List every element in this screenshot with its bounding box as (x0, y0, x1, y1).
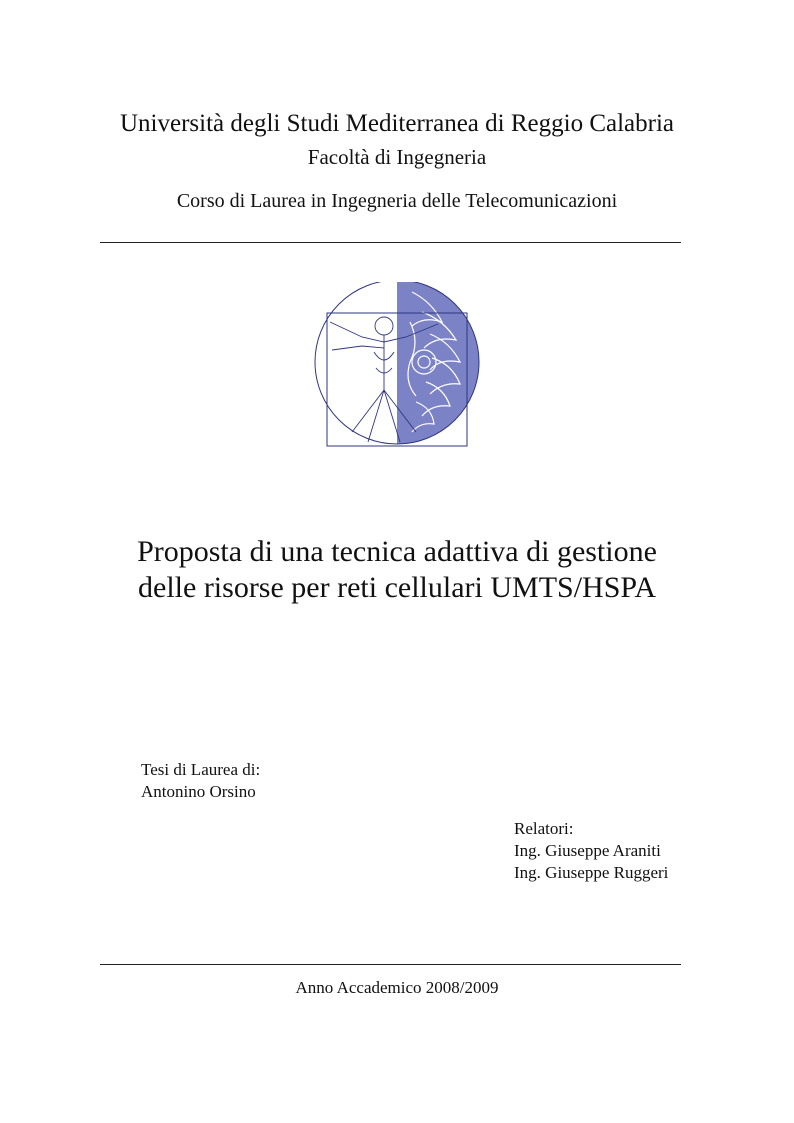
faculty-name: Facoltà di Ingegneria (307, 145, 487, 169)
candidate-label: Tesi di Laurea di: (141, 760, 261, 779)
supervisor-name: Ing. Giuseppe Araniti (514, 841, 661, 860)
thesis-title (0, 534, 794, 606)
candidate-block (141, 759, 260, 803)
top-divider (100, 242, 681, 243)
supervisor-name: Ing. Giuseppe Ruggeri (514, 863, 669, 882)
university-name: Università degli Studi Mediterranea di Reggio Calabria (119, 110, 675, 137)
supervisors-label: Relatori: (514, 819, 574, 838)
bottom-divider (100, 964, 681, 965)
supervisors-block (514, 818, 668, 884)
thesis-title-line-1: Proposta di una tecnica adattiva di gestione (137, 535, 657, 568)
vitruvian-man-logo-icon (312, 282, 482, 448)
course-name: Corso di Laurea in Ingegneria delle Telecomunicazioni (176, 190, 618, 212)
logo-fill-shape (315, 282, 479, 444)
academic-year: Anno Accademico 2008/2009 (295, 978, 499, 997)
thesis-title-line-2: delle risorse per reti cellulari UMTS/HSPA (138, 571, 656, 604)
candidate-name: Antonino Orsino (141, 782, 256, 801)
